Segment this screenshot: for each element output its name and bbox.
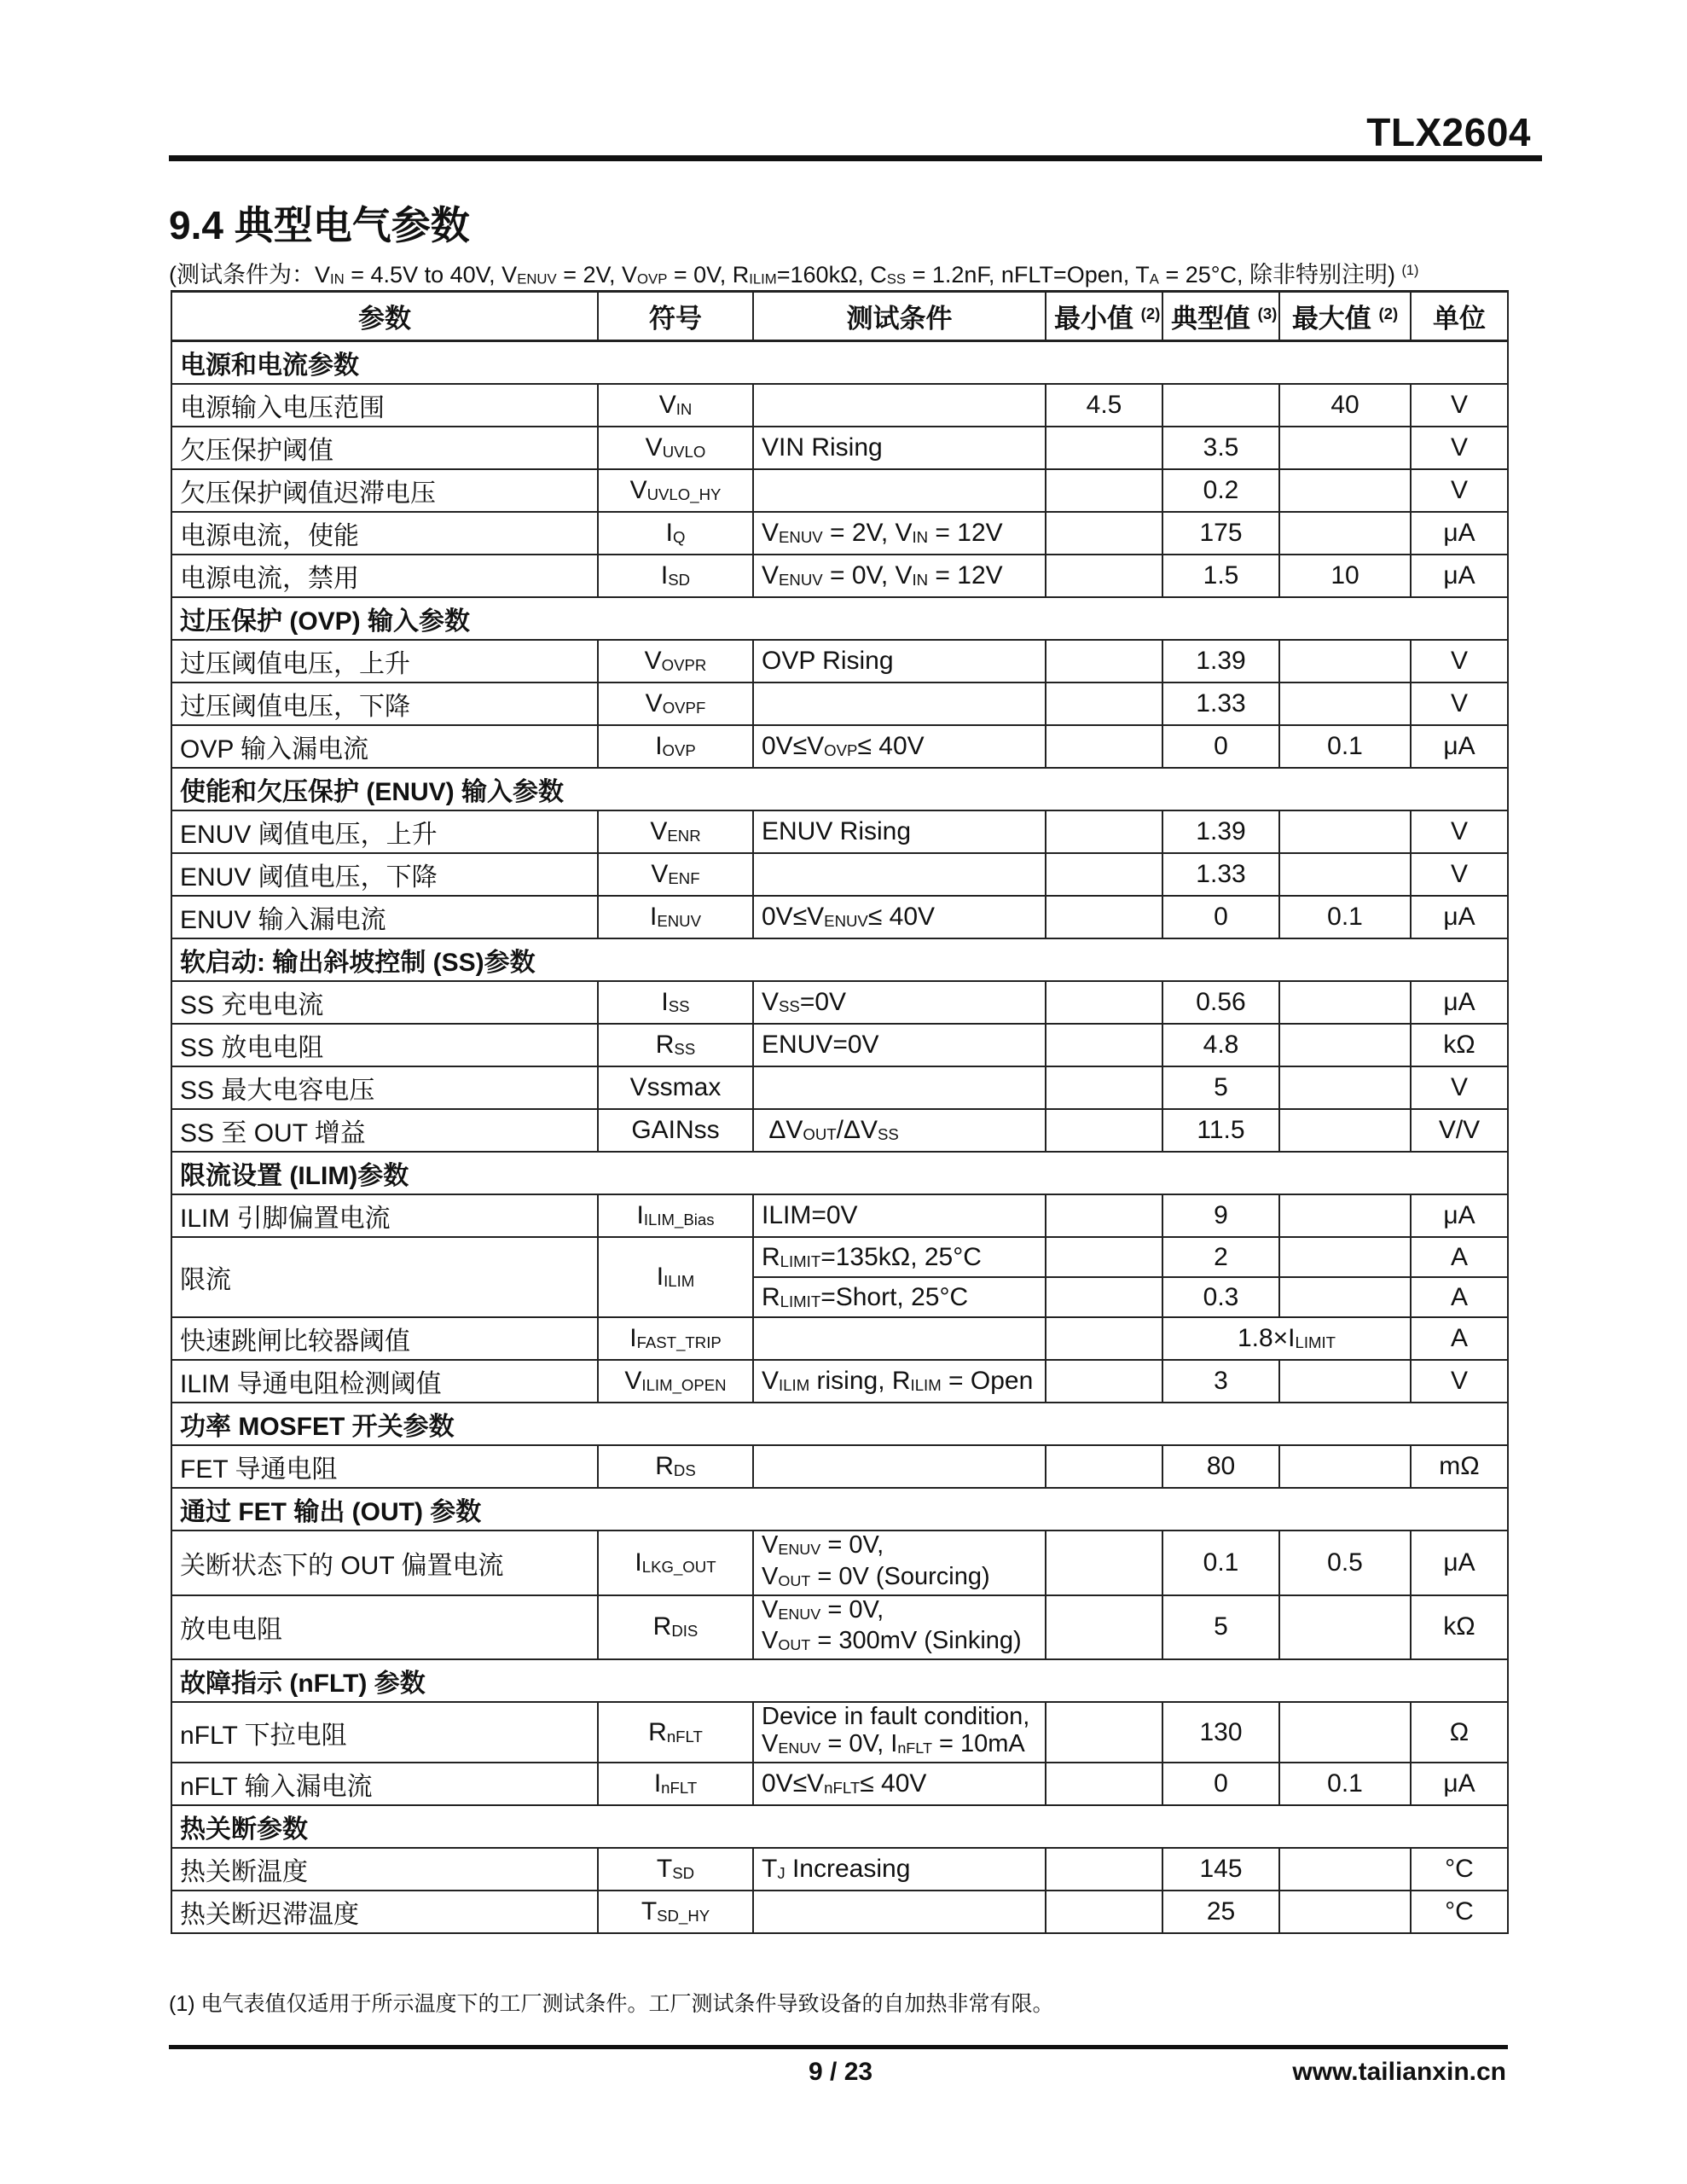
section-row: 软启动: 输出斜坡控制 (SS)参数	[171, 938, 1508, 981]
header-rule	[169, 155, 1542, 161]
table-row: SS 放电电阻 $R_{SS}$ ENUV=0V 4.8 kΩ	[171, 1024, 1508, 1066]
col-min: 最小值 $^{(2)}$	[1046, 292, 1162, 341]
table-row: 放电电阻 $R_{DIS}$ $V_{ENUV} = 0V$, $V_{OUT} = 300mV$ (Sinking) 5 kΩ	[171, 1595, 1508, 1660]
table-row: 欠压保护阈值 $V_{UVLO}$ VIN Rising 3.5 V	[171, 427, 1508, 469]
table-row: 过压阈值电压，下降 $V_{OVPF}$ 1.33 V	[171, 682, 1508, 725]
section-title: 9.4 典型电气参数	[169, 203, 470, 247]
section-row: 电源和电流参数	[171, 341, 1508, 385]
footnote: (1) 电气表值仅适用于所示温度下的工厂测试条件。工厂测试条件导致设备的自加热非常有限。	[169, 1992, 1054, 2016]
conditions-note: (1)	[1401, 263, 1419, 279]
table-row: $R_{LIMIT}=Short$, 25°C 0.3 A	[171, 1277, 1508, 1317]
table-row: ENUV 输入漏电流 $I_{ENUV}$ $0V\le V_{ENUV}\le 40V$ 0 0.1 μA	[171, 896, 1508, 938]
table-row: FET 导通电阻 $R_{DS}$ 80 mΩ	[171, 1445, 1508, 1488]
section-row: 通过 FET 输出 (OUT) 参数	[171, 1488, 1508, 1531]
table-row: SS 充电电流 $I_{SS}$ $V_{SS}=0V$ 0.56 μA	[171, 981, 1508, 1024]
table-row: ENUV 阈值电压，上升 $V_{ENR}$ ENUV Rising 1.39 V	[171, 810, 1508, 853]
col-unit: 单位	[1411, 292, 1508, 341]
conditions-prefix: (测试条件为：	[169, 262, 315, 288]
table-row: 电源电流，使能 $I_Q$ $V_{ENUV} = 2V$, $V_{IN} = 12V$ 175 μA	[171, 512, 1508, 555]
table-row: 过压阈值电压，上升 $V_{OVPR}$ OVP Rising 1.39 V	[171, 640, 1508, 682]
section-row: 使能和欠压保护 (ENUV) 输入参数	[171, 768, 1508, 810]
table-row: OVP 输入漏电流 $I_{OVP}$ $0V\le V_{OVP}\le 40V$ 0 0.1 μA	[171, 725, 1508, 768]
table-row: 限流 $I_{ILIM}$ $R_{LIMIT}=135k\Omega$, 25°C 2 A	[171, 1237, 1508, 1277]
table-row: ENUV 阈值电压，下降 $V_{ENF}$ 1.33 V	[171, 853, 1508, 896]
electrical-characteristics-table	[171, 290, 1509, 1934]
table-row: SS 最大电容电压 Vssmax 5 V	[171, 1066, 1508, 1109]
col-typ: 典型值 $^{(3)}$	[1162, 292, 1279, 341]
table-header-row	[171, 292, 1508, 341]
table-row: ILIM 引脚偏置电流 $I_{ILIM\_Bias}$ ILIM=0V 9 μA	[171, 1194, 1508, 1237]
page-number: 9 / 23	[809, 2058, 873, 2086]
table-row: SS 至 OUT 增益 GAINss $\Delta V_{OUT}/\Delta V_{SS}$ 11.5 V/V	[171, 1109, 1508, 1152]
table-row: 电源电流，禁用 $I_{SD}$ $V_{ENUV} = 0V$, $V_{IN} = 12V$ 1.5 10 μA	[171, 555, 1508, 597]
table-row: 关断状态下的 OUT 偏置电流 $I_{LKG\_OUT}$ $V_{ENUV} = 0V$, $V_{OUT} = 0V$ (Sourcing) 0.1 0.5 μA	[171, 1531, 1508, 1595]
section-row: 故障指示 (nFLT) 参数	[171, 1659, 1508, 1702]
table-row: 快速跳闸比较器阈值 $I_{FAST\_TRIP}$ $1.8\times I_{LIMIT}$ A	[171, 1317, 1508, 1360]
col-symbol: 符号	[598, 292, 753, 341]
table-row: nFLT 下拉电阻 $R_{nFLT}$ Device in fault condition, $V_{ENUV} = 0V$, $I_{nFLT} = 10mA$ 130 Ω	[171, 1702, 1508, 1763]
website-link[interactable]: www.tailianxin.cn	[1292, 2058, 1506, 2086]
section-row: 热关断参数	[171, 1805, 1508, 1848]
col-max: 最大值 $^{(2)}$	[1279, 292, 1411, 341]
table-row: 热关断温度 $T_{SD}$ $T_J$ Increasing 145 °C	[171, 1848, 1508, 1891]
test-conditions: (测试条件为：$V_{IN} = 4.5V$ to 40V, $V_{ENUV} = 2V$, $V_{OVP} = 0V$, $R_{ILIM}=160k\Omega$, $C_{SS} = 1.2nF$, nFLT=Open, $T_A = 25^\circ C$, 除非特别注明) $^{(1)}$	[169, 262, 1419, 288]
section-row: 限流设置 (ILIM)参数	[171, 1152, 1508, 1194]
col-param: 参数	[171, 292, 598, 341]
section-row: 过压保护 (OVP) 输入参数	[171, 597, 1508, 640]
footer-rule	[169, 2045, 1508, 2049]
table-row: 热关断迟滞温度 $T_{SD\_HY}$ 25 °C	[171, 1891, 1508, 1933]
section-row: 功率 MOSFET 开关参数	[171, 1403, 1508, 1445]
table-row: 欠压保护阈值迟滞电压 $V_{UVLO\_HY}$ 0.2 V	[171, 469, 1508, 512]
table-row: nFLT 输入漏电流 $I_{nFLT}$ $0V\le V_{nFLT}\le 40V$ 0 0.1 μA	[171, 1763, 1508, 1805]
table-row: 电源输入电压范围 $V_{IN}$ 4.5 40 V	[171, 384, 1508, 427]
col-conditions: 测试条件	[753, 292, 1046, 341]
part-number: TLX2604	[1366, 110, 1531, 154]
table-row: ILIM 导通电阻检测阈值 $V_{ILIM\_OPEN}$ $V_{ILIM}$ rising, $R_{ILIM}$ = Open 3 V	[171, 1360, 1508, 1403]
